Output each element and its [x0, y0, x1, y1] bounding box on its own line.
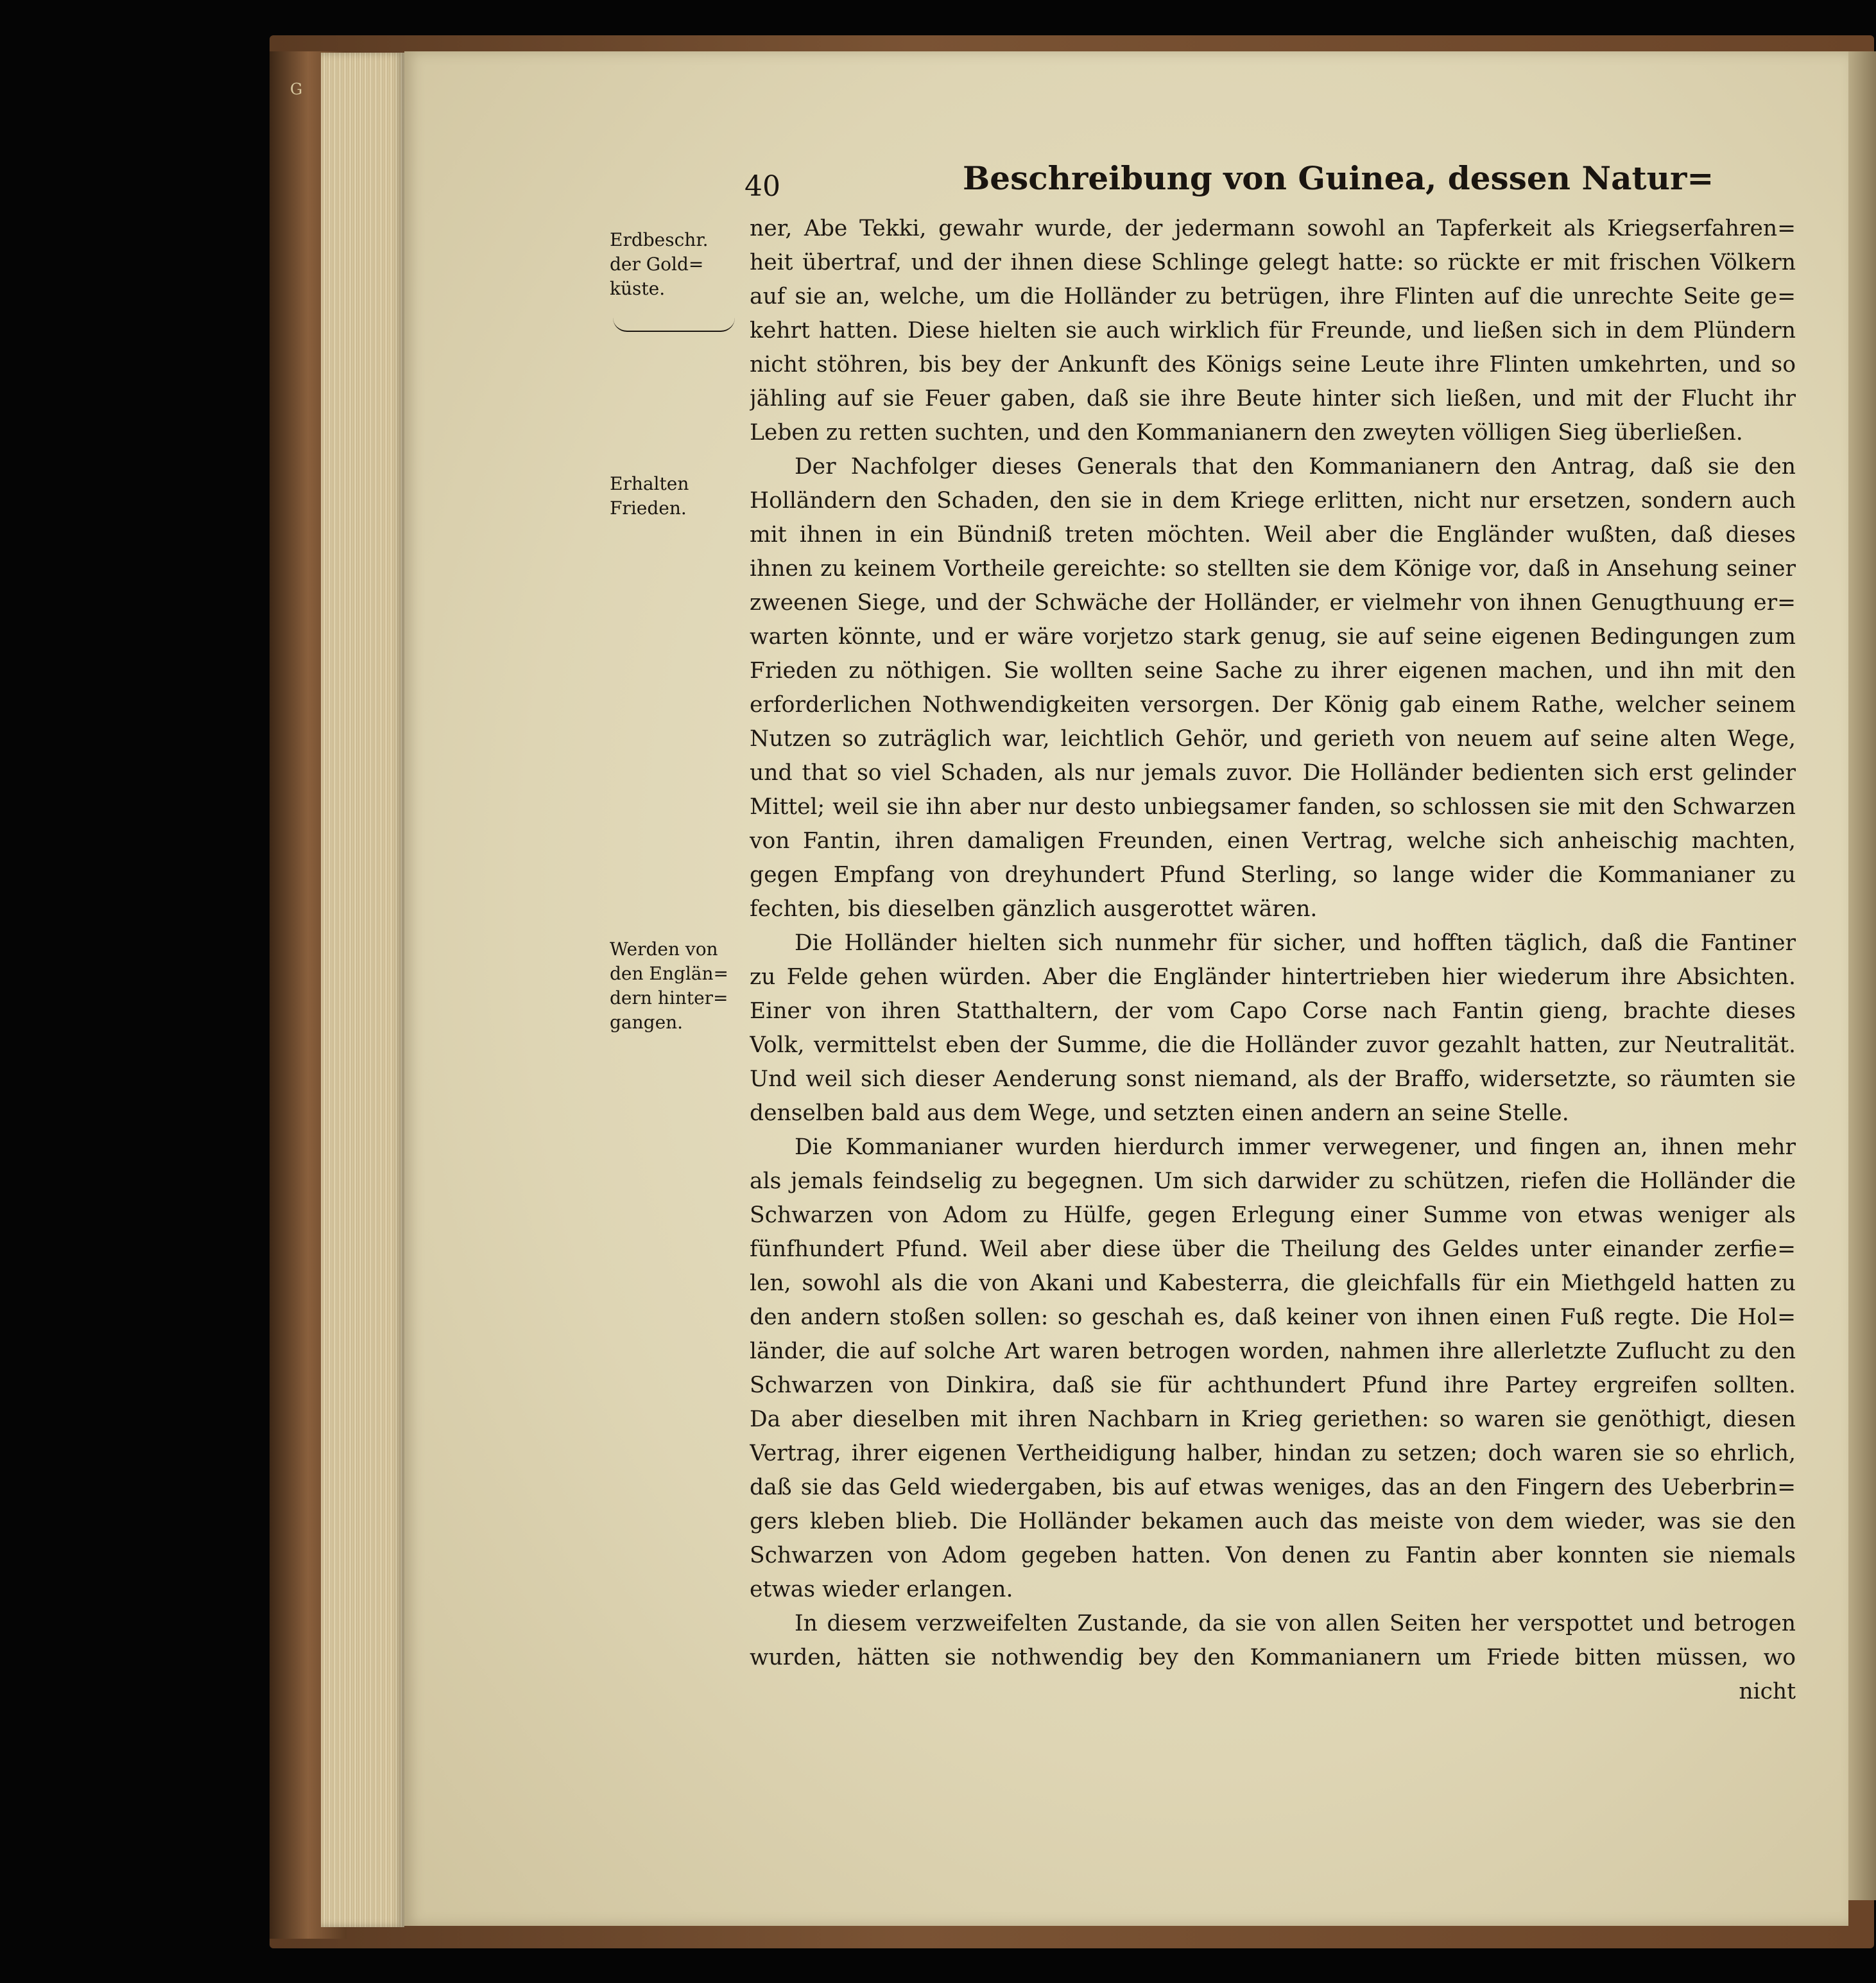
marginal-note-line: Werden von — [610, 939, 718, 960]
text-line: Volk, vermittelst eben der Summe, die die Holländer zuvor gezahlt hatten, zur Neutralität. — [750, 1032, 1796, 1058]
text-line: kehrt hatten. Diese hielten sie auch wirklich für Freunde, und ließen sich in dem Plündern — [750, 318, 1796, 343]
marginal-ornament — [613, 318, 735, 332]
text-line: heit übertraf, und der ihnen diese Schlinge gelegt hatte: so rückte er mit frischen Völkern — [750, 250, 1796, 275]
text-line: nicht stöhren, bis bey der Ankunft des Königs seine Leute ihre Flinten umkehrten, und so — [750, 352, 1796, 377]
text-line: Nutzen so zuträglich war, leichtlich Gehör, und gerieth von neuem auf seine alten Wege, — [750, 726, 1796, 752]
text-line: und that so viel Schaden, als nur jemals zuvor. Die Holländer bedienten sich erst gelinder — [750, 760, 1796, 786]
text-line: zu Felde gehen würden. Aber die Engländer hintertrieben hier wiederum ihre Absichten. — [750, 964, 1796, 990]
text-line: Leben zu retten suchten, und den Kommanianern den zweyten völligen Sieg überließen. — [750, 420, 1743, 446]
marginal-note-1 — [610, 228, 738, 301]
text-line: fünfhundert Pfund. Weil aber diese über die Theilung des Geldes unter einander zerfie= — [750, 1236, 1796, 1262]
text-line: Frieden zu nöthigen. Sie wollten seine Sache zu ihrer eigenen machen, und ihn mit den — [750, 658, 1796, 684]
text-line: len, sowohl als die von Akani und Kabesterra, die gleichfalls für ein Miethgeld hatten zu — [750, 1270, 1796, 1296]
text-line: zweenen Siege, und der Schwäche der Holländer, er vielmehr von ihnen Genugthuung er= — [750, 590, 1796, 616]
text-line: Vertrag, ihrer eigenen Vertheidigung halber, hindan zu setzen; doch waren sie so ehrlich, — [750, 1441, 1796, 1466]
marginal-note-line: gangen. — [610, 1012, 684, 1033]
text-line: Da aber dieselben mit ihren Nachbarn in Krieg geriethen: so waren sie genöthigt, diesen — [750, 1407, 1796, 1432]
marginal-note-line: Erdbeschr. — [610, 229, 709, 250]
marginal-note-3 — [610, 937, 738, 1035]
text-line: ner, Abe Tekki, gewahr wurde, der jedermann sowohl an Tapferkeit als Kriegserfahren= — [750, 216, 1796, 241]
text-line: Schwarzen von Dinkira, daß sie für achthundert Pfund ihre Partey ergreifen sollten. — [750, 1373, 1796, 1398]
text-line: ihnen zu keinem Vortheile gereichte: so stellten sie dem Könige vor, daß in Ansehung seiner — [750, 556, 1796, 582]
text-line: Schwarzen von Adom zu Hülfe, gegen Erlegung einer Summe von etwas weniger als — [750, 1202, 1796, 1228]
text-line: Und weil sich dieser Aenderung sonst niemand, als der Braffo, widersetzte, so räumten sie — [750, 1066, 1796, 1092]
text-line: von Fantin, ihren damaligen Freunden, einen Vertrag, welche sich anheischig machten, — [750, 828, 1796, 854]
text-line: In diesem verzweifelten Zustande, da sie von allen Seiten her verspottet und betrogen — [795, 1611, 1796, 1636]
text-line: Holländern den Schaden, den sie in dem Kriege erlitten, nicht nur ersetzen, sondern auch — [750, 488, 1796, 514]
text-line: denselben bald aus dem Wege, und setzten einen andern an seine Stelle. — [750, 1100, 1569, 1126]
text-line: gers kleben blieb. Die Holländer bekamen auch das meiste von dem wieder, was sie den — [750, 1509, 1796, 1534]
page-edges — [321, 53, 404, 1927]
text-line: wurden, hätten sie nothwendig bey den Kommanianern um Friede bitten müssen, wo — [750, 1645, 1796, 1670]
text-line: erforderlichen Nothwendigkeiten versorgen. Der König gab einem Rathe, welcher seinem — [750, 692, 1796, 718]
spine-label: G — [290, 80, 304, 98]
text-line: etwas wieder erlangen. — [750, 1577, 1013, 1602]
text-line: gegen Empfang von dreyhundert Pfund Sterling, so lange wider die Kommanianer zu — [750, 862, 1796, 888]
text-line: auf sie an, welche, um die Holländer zu betrügen, ihre Flinten auf die unrechte Seite ge= — [750, 284, 1796, 309]
text-line: Der Nachfolger dieses Generals that den Kommanianern den Antrag, daß sie den — [795, 454, 1796, 480]
text-line: länder, die auf solche Art waren betrogen worden, nahmen ihre allerletzte Zuflucht zu den — [750, 1338, 1796, 1364]
text-line: Schwarzen von Adom gegeben hatten. Von denen zu Fantin aber konnten sie niemals — [750, 1543, 1796, 1568]
text-line: Die Kommanianer wurden hierdurch immer verwegener, und fingen an, ihnen mehr — [795, 1134, 1796, 1160]
text-line: den andern stoßen sollen: so geschah es, daß keiner von ihnen einen Fuß regte. Die Hol= — [750, 1304, 1796, 1330]
body-text — [750, 212, 1796, 1709]
page-gutter-shadow — [1848, 51, 1876, 1900]
text-line: Die Holländer hielten sich nunmehr für sicher, und hofften täglich, daß die Fantiner — [795, 930, 1796, 956]
marginal-note-line: der Gold= — [610, 254, 704, 275]
page-number: 40 — [744, 170, 780, 203]
text-line: Einer von ihren Statthaltern, der vom Capo Corse nach Fantin gieng, brachte dieses — [750, 998, 1796, 1024]
text-line: jähling auf sie Feuer gaben, daß sie ihre Beute hinter sich ließen, und mit der Flucht ihr — [750, 386, 1796, 411]
text-line: daß sie das Geld wiedergaben, bis auf etwas weniges, das an den Fingern des Ueberbrin= — [750, 1475, 1796, 1500]
marginal-note-line: den Englän= — [610, 963, 728, 984]
running-header: Beschreibung von Guinea, dessen Natur= — [963, 159, 1714, 197]
text-line: mit ihnen in ein Bündniß treten möchten. Weil aber die Engländer wußten, daß dieses — [750, 522, 1796, 548]
marginal-note-line: Frieden. — [610, 498, 687, 519]
text-line: Mittel; weil sie ihn aber nur desto unbiegsamer fanden, so schlossen sie mit den Schwarzen — [750, 794, 1796, 820]
marginal-note-line: Erhalten — [610, 473, 689, 494]
marginal-note-2 — [610, 472, 738, 521]
marginal-note-line: küste. — [610, 278, 666, 299]
marginal-note-line: dern hinter= — [610, 987, 728, 1009]
catchword: nicht — [1739, 1679, 1796, 1704]
text-line: fechten, bis dieselben gänzlich ausgerottet wären. — [750, 896, 1318, 922]
text-line: warten könnte, und er wäre vorjetzo stark genug, sie auf seine eigenen Bedingungen zum — [750, 624, 1796, 650]
text-line: als jemals feindselig zu begegnen. Um sich darwider zu schützen, riefen die Holländer die — [750, 1168, 1796, 1194]
